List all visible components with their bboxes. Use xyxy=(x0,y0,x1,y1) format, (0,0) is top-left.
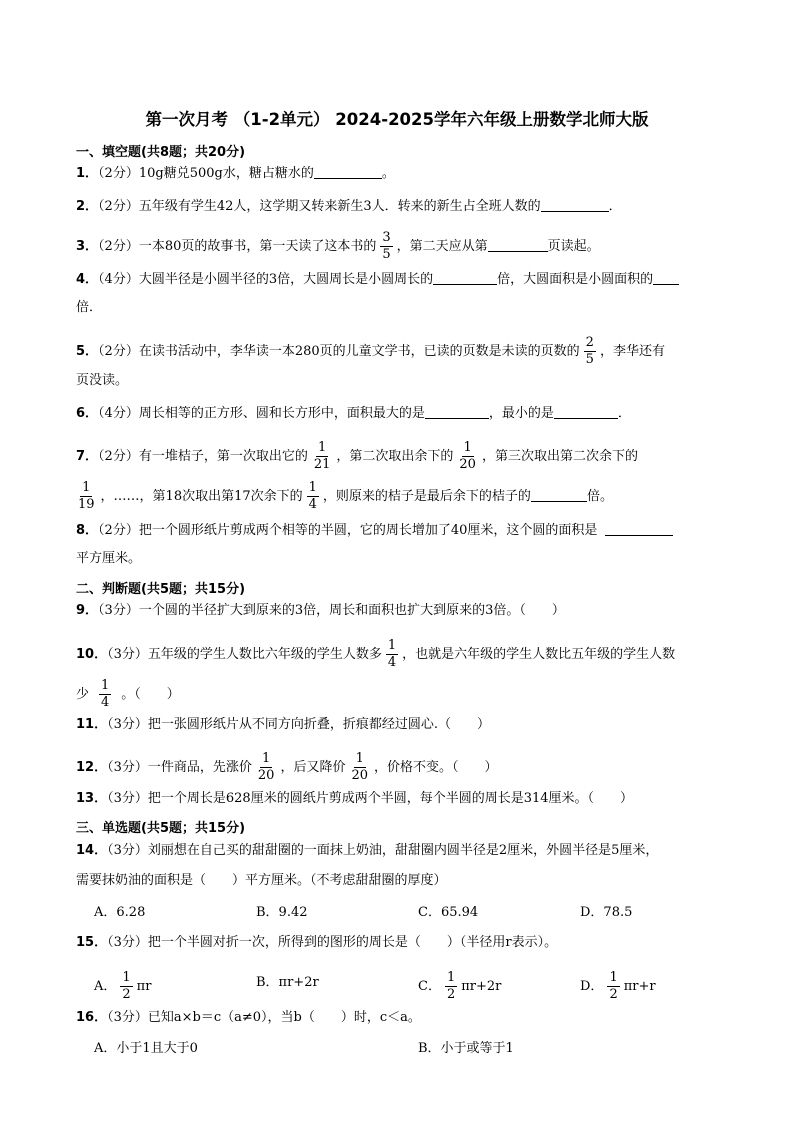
question-text: 把一个周长是628厘米的圆纸片剪成两个半圆，每个半圆的周长是314厘米。（ ） xyxy=(147,791,634,806)
answer-blank[interactable] xyxy=(653,270,679,285)
fraction xyxy=(584,335,596,368)
question-11 xyxy=(76,715,490,735)
fraction-denominator: 21 xyxy=(313,457,331,472)
option-b[interactable]: B．9.42 xyxy=(256,905,308,920)
question-points: （4分） xyxy=(98,272,139,287)
option-b[interactable]: B．小于或等于1 xyxy=(418,1041,514,1056)
fraction-numerator: 1 xyxy=(101,678,110,693)
question-text-end: 。 xyxy=(381,166,395,181)
fraction xyxy=(99,678,111,711)
question-points: （3分） xyxy=(107,760,148,775)
option-c[interactable] xyxy=(418,970,501,1003)
option-d[interactable] xyxy=(580,970,656,1003)
option-label: A． xyxy=(94,979,117,994)
question-number: 12． xyxy=(76,760,108,775)
question-text: 少 xyxy=(76,687,90,702)
option-text: πr+r xyxy=(623,979,656,994)
question-text-end: ． xyxy=(608,199,622,214)
question-text-end: ． xyxy=(617,406,631,421)
question-number: 4． xyxy=(76,272,99,287)
fraction xyxy=(349,751,370,784)
question-text: 有一堆桔子，第一次取出它的 xyxy=(138,449,308,464)
question-15 xyxy=(76,933,557,953)
question-points: （2分） xyxy=(98,449,139,464)
option-b[interactable]: B．πr+2r xyxy=(256,975,319,990)
answer-blank[interactable] xyxy=(605,521,673,536)
fraction-numerator: 2 xyxy=(585,335,594,350)
fraction xyxy=(256,751,277,784)
question-points: （4分） xyxy=(98,406,139,421)
question-10 xyxy=(76,638,675,671)
question-14 xyxy=(76,841,658,861)
fraction-denominator: 2 xyxy=(122,987,131,1002)
question-number: 3． xyxy=(76,239,99,254)
fraction xyxy=(457,440,478,473)
question-points: （2分） xyxy=(98,523,139,538)
fraction-denominator: 19 xyxy=(78,497,95,512)
question-points: （3分） xyxy=(107,791,148,806)
fraction-numerator: 3 xyxy=(382,230,391,245)
question-text: ，……，第18次取出第17次余下的 xyxy=(100,489,303,504)
fraction xyxy=(312,440,333,473)
question-3 xyxy=(76,230,600,263)
fraction-denominator: 2 xyxy=(446,987,456,1002)
question-8-continued: 平方厘米。 xyxy=(76,551,142,566)
question-number: 10． xyxy=(76,647,108,662)
question-number: 9． xyxy=(76,603,99,618)
question-text: 倍，大圆面积是小圆面积的 xyxy=(497,272,654,287)
question-text: 把一个半圆对折一次，所得到的图形的周长是（ ）（半径用r表示）。 xyxy=(147,935,558,950)
question-12 xyxy=(76,751,498,784)
question-number: 7． xyxy=(76,449,99,464)
question-text: ，第二天应从第 xyxy=(396,239,488,254)
question-6 xyxy=(76,404,631,424)
question-number: 16． xyxy=(76,1010,108,1025)
fraction-numerator: 1 xyxy=(387,638,397,653)
fraction-denominator: 5 xyxy=(585,352,594,367)
question-text: 把一张圆形纸片从不同方向折叠，折痕都经过圆心.（ ） xyxy=(147,717,491,732)
fraction-numerator: 1 xyxy=(609,970,618,985)
question-text: 刘丽想在自己买的甜甜圈的一面抹上奶油，甜甜圈内圆半径是2厘米，外圆半径是5厘米， xyxy=(147,843,659,858)
fraction xyxy=(120,970,132,1003)
answer-blank[interactable] xyxy=(554,404,618,419)
question-10-continued xyxy=(76,678,180,711)
fraction-denominator: 5 xyxy=(382,247,391,262)
fraction-numerator: 1 xyxy=(308,480,317,495)
question-text: ，第三次取出第二次余下的 xyxy=(481,449,638,464)
fraction-numerator: 1 xyxy=(122,970,131,985)
answer-blank[interactable] xyxy=(541,197,609,212)
fraction-denominator: 4 xyxy=(101,695,110,710)
question-7 xyxy=(76,440,638,473)
option-d[interactable]: D．78.5 xyxy=(580,905,633,920)
question-points: （2分） xyxy=(98,239,139,254)
question-text: ，李华还有 xyxy=(599,344,665,359)
question-16 xyxy=(76,1008,421,1028)
answer-blank[interactable] xyxy=(314,164,382,179)
question-number: 11． xyxy=(76,717,108,732)
section-heading-fill-in: 一、填空题(共8题；共20分) xyxy=(76,145,246,160)
fraction xyxy=(607,970,619,1003)
question-8 xyxy=(76,521,673,541)
question-text: 。（ ） xyxy=(121,687,180,702)
question-text: ，后又降价 xyxy=(280,760,346,775)
question-14-continued: 需要抹奶油的面积是（ ）平方厘米。（不考虑甜甜圈的厚度） xyxy=(76,873,447,888)
answer-blank[interactable] xyxy=(488,237,548,252)
question-number: 13． xyxy=(76,791,108,806)
question-text: ，价格不变。（ ） xyxy=(374,760,498,775)
page-title: 第一次月考 （1-2单元） 2024-2025学年六年级上册数学北师大版 xyxy=(145,110,649,129)
question-4 xyxy=(76,270,679,290)
question-4-continued: 倍． xyxy=(76,300,103,315)
question-9 xyxy=(76,601,565,621)
question-text: ，则原来的桔子是最后余下的桔子的 xyxy=(322,489,531,504)
fraction-numerator: 1 xyxy=(355,751,364,766)
option-a[interactable] xyxy=(94,970,151,1003)
option-c[interactable]: C．65.94 xyxy=(418,905,479,920)
fraction-denominator: 20 xyxy=(459,457,476,472)
fraction xyxy=(386,638,398,671)
option-label: D． xyxy=(580,979,604,994)
question-points: （3分） xyxy=(107,1010,148,1025)
answer-blank[interactable] xyxy=(531,487,587,502)
fraction-denominator: 4 xyxy=(387,655,397,670)
question-points: （2分） xyxy=(98,199,139,214)
fraction xyxy=(445,970,457,1003)
question-points: （2分） xyxy=(98,166,139,181)
question-text: 10g糖兑500g水，糖占糖水的 xyxy=(138,166,314,181)
fraction-denominator: 20 xyxy=(257,768,275,783)
fraction xyxy=(307,480,319,513)
question-text: ，第二次取出余下的 xyxy=(336,449,454,464)
question-5-continued: 页没读。 xyxy=(76,373,129,388)
question-13 xyxy=(76,789,633,809)
question-text: 周长相等的正方形、圆和长方形中，面积最大的是 xyxy=(138,406,425,421)
fraction-denominator: 20 xyxy=(351,768,368,783)
question-number: 6． xyxy=(76,406,99,421)
question-text: 大圆半径是小圆半径的3倍，大圆周长是小圆周长的 xyxy=(138,272,434,287)
fraction xyxy=(380,230,392,263)
fraction-numerator: 1 xyxy=(463,440,472,455)
question-points: （3分） xyxy=(107,647,148,662)
question-7-continued xyxy=(76,480,613,513)
option-label: C． xyxy=(418,979,441,994)
question-text: ，最小的是 xyxy=(488,406,554,421)
option-a[interactable]: A．小于1且大于0 xyxy=(94,1041,198,1056)
question-number: 1． xyxy=(76,166,99,181)
question-points: （2分） xyxy=(98,344,139,359)
fraction-numerator: 1 xyxy=(446,970,456,985)
question-text: 五年级有学生42人，这学期又转来新生3人．转来的新生占全班人数的 xyxy=(138,199,541,214)
question-text: 一件商品，先涨价 xyxy=(147,760,252,775)
question-text: 页读起。 xyxy=(547,239,600,254)
answer-blank[interactable] xyxy=(433,270,497,285)
fraction-numerator: 1 xyxy=(262,751,271,766)
section-heading-multiple-choice: 三、单选题(共5题；共15分) xyxy=(76,821,246,836)
question-number: 15． xyxy=(76,935,108,950)
option-a[interactable]: A．6.28 xyxy=(94,905,146,920)
question-number: 2． xyxy=(76,199,99,214)
fraction-denominator: 2 xyxy=(609,987,618,1002)
option-text: πr+2r xyxy=(461,979,502,994)
question-number: 8． xyxy=(76,523,99,538)
fraction-numerator: 1 xyxy=(317,440,327,455)
question-text: 一个圆的半径扩大到原来的3倍，周长和面积也扩大到原来的3倍。（ ） xyxy=(138,603,565,618)
answer-blank[interactable] xyxy=(425,404,489,419)
question-points: （3分） xyxy=(107,717,148,732)
question-text: 在读书活动中，李华读一本280页的儿童文学书，已读的页数是未读的页数的 xyxy=(138,344,580,359)
question-number: 14． xyxy=(76,843,108,858)
question-points: （3分） xyxy=(98,603,139,618)
question-points: （3分） xyxy=(107,843,148,858)
question-text: 把一个圆形纸片剪成两个相等的半圆，它的周长增加了40厘米，这个圆的面积是 xyxy=(138,523,598,538)
question-5 xyxy=(76,335,665,368)
question-text: 五年级的学生人数比六年级的学生人数多 xyxy=(147,647,382,662)
question-2 xyxy=(76,197,622,217)
question-text: ，也就是六年级的学生人数比五年级的学生人数 xyxy=(402,647,676,662)
question-text: 一本80页的故事书，第一天读了这本书的 xyxy=(138,239,377,254)
question-text: 已知a×b＝c（a≠0），当b（ ）时，c＜a。 xyxy=(147,1010,421,1025)
question-number: 5． xyxy=(76,344,99,359)
fraction-numerator: 1 xyxy=(82,480,91,495)
question-1 xyxy=(76,164,395,184)
question-text: 倍。 xyxy=(586,489,613,504)
fraction xyxy=(76,480,97,513)
fraction-denominator: 4 xyxy=(308,497,317,512)
section-heading-true-false: 二、判断题(共5题；共15分) xyxy=(76,582,246,597)
option-text: πr xyxy=(136,979,152,994)
question-points: （3分） xyxy=(107,935,148,950)
